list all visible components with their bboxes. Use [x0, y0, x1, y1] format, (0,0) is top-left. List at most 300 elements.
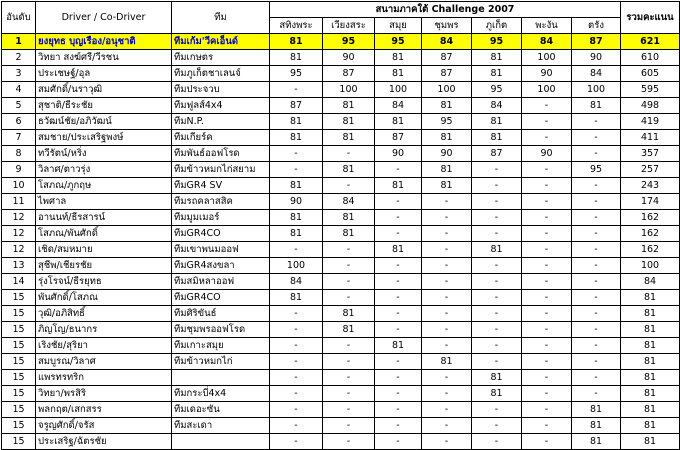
score-cell: 81: [270, 50, 323, 66]
score-cell: -: [472, 210, 522, 226]
score-cell: -: [270, 370, 323, 386]
score-cell: -: [522, 274, 572, 290]
score-cell: -: [472, 322, 522, 338]
driver-cell: เริงชัย/สุริยา: [36, 338, 172, 354]
driver-header: Driver / Co-Driver: [36, 2, 172, 34]
score-cell: 87: [472, 146, 522, 162]
score-cell: 81: [572, 98, 621, 114]
score-cell: 84: [270, 274, 323, 290]
score-cell: -: [572, 354, 621, 370]
score-cell: -: [270, 402, 323, 418]
team-cell: ทีมภูเก็ตชาเลนจ์: [172, 66, 270, 82]
score-cell: -: [375, 386, 422, 402]
score-cell: -: [270, 322, 323, 338]
standings-table: [1, 1, 680, 450]
team-cell: ทีมN.P.: [172, 114, 270, 130]
score-cell: -: [323, 178, 375, 194]
team-cell: ทีมชุมพรออฟโรด: [172, 322, 270, 338]
total-header: รวมคะแนน: [621, 2, 680, 34]
score-cell: 87: [572, 34, 621, 50]
score-cell: 90: [323, 50, 375, 66]
score-cell: 84: [522, 34, 572, 50]
score-cell: 90: [572, 50, 621, 66]
score-cell: 100: [375, 82, 422, 98]
team-cell: ทีมพันธ์ออฟโรด: [172, 146, 270, 162]
score-cell: -: [422, 290, 472, 306]
rank-cell: 15: [2, 370, 36, 386]
score-cell: 81: [270, 178, 323, 194]
team-cell: ทีมฟูลส์4x4: [172, 98, 270, 114]
rank-cell: 15: [2, 306, 36, 322]
total-cell: 81: [621, 290, 680, 306]
score-cell: -: [522, 370, 572, 386]
score-cell: 81: [472, 242, 522, 258]
team-cell: ทีมเกษตร: [172, 50, 270, 66]
event-group-header: สนามภาคใต้ Challenge 2007: [270, 2, 621, 18]
total-cell: 621: [621, 34, 680, 50]
total-cell: 174: [621, 194, 680, 210]
score-cell: -: [323, 338, 375, 354]
score-cell: -: [270, 418, 323, 434]
total-cell: 243: [621, 178, 680, 194]
table-row: [2, 434, 680, 450]
score-cell: 81: [472, 50, 522, 66]
score-cell: 81: [572, 418, 621, 434]
rank-cell: 14: [2, 274, 36, 290]
driver-cell: ประเสริฐ/ฉัตรชัย: [36, 434, 172, 450]
score-cell: -: [522, 402, 572, 418]
table-row: [2, 306, 680, 322]
score-cell: -: [422, 226, 472, 242]
table-row: [2, 114, 680, 130]
driver-cell: พันศักดิ์/โสภณ: [36, 290, 172, 306]
team-cell: ทีมGR4สงขลา: [172, 258, 270, 274]
score-cell: 81: [323, 162, 375, 178]
team-cell: ทีมประจวบ: [172, 82, 270, 98]
table-row: [2, 226, 680, 242]
score-cell: 100: [422, 82, 472, 98]
driver-cell: สมศักดิ์/นราวุฒิ: [36, 82, 172, 98]
score-cell: -: [270, 146, 323, 162]
score-cell: 81: [472, 370, 522, 386]
score-cell: -: [472, 290, 522, 306]
rank-cell: 15: [2, 434, 36, 450]
rank-cell: 2: [2, 50, 36, 66]
score-cell: -: [572, 258, 621, 274]
score-cell: 81: [323, 226, 375, 242]
rank-cell: 10: [2, 178, 36, 194]
score-cell: 81: [323, 210, 375, 226]
score-cell: -: [323, 386, 375, 402]
team-cell: ทีมเขาพนมออฟ: [172, 242, 270, 258]
score-cell: -: [472, 418, 522, 434]
score-cell: -: [522, 226, 572, 242]
score-cell: 81: [375, 242, 422, 258]
score-cell: -: [375, 226, 422, 242]
score-cell: 87: [375, 130, 422, 146]
score-cell: -: [522, 386, 572, 402]
score-cell: -: [522, 98, 572, 114]
score-cell: -: [522, 194, 572, 210]
rank-cell: 5: [2, 98, 36, 114]
rank-header: อันดับ: [2, 2, 36, 34]
team-cell: [172, 370, 270, 386]
score-cell: -: [270, 242, 323, 258]
driver-cell: รุ่งโรจน์/ธีรยุทธ: [36, 274, 172, 290]
score-cell: 95: [472, 34, 522, 50]
score-cell: 81: [375, 178, 422, 194]
table-row: [2, 258, 680, 274]
score-cell: -: [270, 82, 323, 98]
score-cell: -: [323, 370, 375, 386]
team-cell: ทีมเก้ม'วีคเอ็นด์: [172, 34, 270, 50]
team-cell: ทีมเกาะสมุย: [172, 338, 270, 354]
rank-cell: 8: [2, 146, 36, 162]
driver-cell: สุชีพ/เชียรชัย: [36, 258, 172, 274]
score-cell: 81: [472, 114, 522, 130]
driver-cell: เชิด/สมหมาย: [36, 242, 172, 258]
table-row: [2, 354, 680, 370]
score-cell: -: [472, 194, 522, 210]
rank-cell: 12: [2, 242, 36, 258]
rank-cell: 15: [2, 322, 36, 338]
driver-cell: แพรทรทริก: [36, 370, 172, 386]
total-cell: 81: [621, 402, 680, 418]
table-row: [2, 178, 680, 194]
table-row-leader: [2, 34, 680, 50]
total-cell: 610: [621, 50, 680, 66]
team-cell: ทีมรถคลาสสิค: [172, 194, 270, 210]
score-cell: -: [572, 210, 621, 226]
score-cell: 81: [422, 178, 472, 194]
venue-header: ตรัง: [572, 18, 621, 34]
total-cell: 411: [621, 130, 680, 146]
driver-cell: วิลาศ/ตาวรุ่ง: [36, 162, 172, 178]
score-cell: -: [422, 434, 472, 450]
score-cell: 81: [323, 322, 375, 338]
score-cell: 87: [270, 98, 323, 114]
score-cell: 95: [472, 82, 522, 98]
score-cell: 100: [522, 50, 572, 66]
rank-cell: 11: [2, 194, 36, 210]
table-row: [2, 210, 680, 226]
score-cell: -: [572, 194, 621, 210]
score-cell: 90: [270, 194, 323, 210]
score-cell: -: [522, 130, 572, 146]
total-cell: 81: [621, 418, 680, 434]
total-cell: 100: [621, 258, 680, 274]
team-cell: ทีมข้าวหมกไก่สยาม: [172, 162, 270, 178]
score-cell: -: [375, 370, 422, 386]
score-cell: -: [422, 322, 472, 338]
table-row: [2, 50, 680, 66]
score-cell: -: [375, 402, 422, 418]
score-cell: -: [270, 386, 323, 402]
driver-cell: อานนท์/ธีรสารน์: [36, 210, 172, 226]
score-cell: -: [522, 290, 572, 306]
score-cell: -: [323, 434, 375, 450]
score-cell: -: [422, 386, 472, 402]
total-cell: 81: [621, 306, 680, 322]
score-cell: -: [572, 338, 621, 354]
score-cell: 87: [422, 66, 472, 82]
score-cell: -: [422, 194, 472, 210]
rank-cell: 7: [2, 130, 36, 146]
table-row: [2, 402, 680, 418]
total-cell: 81: [621, 322, 680, 338]
score-cell: 81: [422, 162, 472, 178]
score-cell: -: [375, 306, 422, 322]
score-cell: 100: [270, 258, 323, 274]
driver-cell: สุชาติ/ธีระชัย: [36, 98, 172, 114]
score-cell: -: [572, 130, 621, 146]
score-cell: -: [572, 306, 621, 322]
score-cell: 81: [270, 226, 323, 242]
table-row: [2, 418, 680, 434]
rank-cell: 12: [2, 210, 36, 226]
score-cell: 90: [422, 146, 472, 162]
score-cell: -: [522, 322, 572, 338]
driver-cell: จรูญศักดิ์/จรัส: [36, 418, 172, 434]
score-cell: 90: [522, 66, 572, 82]
driver-cell: วิทยา/พรสิริ: [36, 386, 172, 402]
score-cell: -: [422, 306, 472, 322]
table-row: [2, 370, 680, 386]
driver-cell: โสภณ/พันศักดิ์: [36, 226, 172, 242]
score-cell: -: [422, 402, 472, 418]
score-cell: -: [323, 146, 375, 162]
score-cell: 81: [270, 210, 323, 226]
table-row: [2, 290, 680, 306]
team-cell: ทีมเกียร์ค: [172, 130, 270, 146]
score-cell: 84: [323, 194, 375, 210]
score-cell: -: [472, 338, 522, 354]
driver-cell: ประเชษฐ์/อุล: [36, 66, 172, 82]
score-cell: -: [472, 226, 522, 242]
team-cell: ทีมGR4CO: [172, 290, 270, 306]
score-cell: -: [572, 290, 621, 306]
score-cell: 81: [270, 130, 323, 146]
team-cell: ทีมGR4CO: [172, 226, 270, 242]
score-cell: -: [270, 354, 323, 370]
team-cell: ทีมกระบี่4x4: [172, 386, 270, 402]
score-cell: -: [522, 354, 572, 370]
score-cell: 81: [375, 50, 422, 66]
score-cell: -: [323, 402, 375, 418]
table-row: [2, 242, 680, 258]
score-cell: 81: [472, 130, 522, 146]
table-row: [2, 130, 680, 146]
score-cell: -: [270, 162, 323, 178]
score-cell: -: [522, 306, 572, 322]
score-cell: -: [375, 322, 422, 338]
score-cell: -: [375, 290, 422, 306]
total-cell: 81: [621, 434, 680, 450]
table-row: [2, 386, 680, 402]
score-cell: -: [375, 434, 422, 450]
score-cell: -: [375, 274, 422, 290]
table-row: [2, 274, 680, 290]
score-cell: 81: [270, 114, 323, 130]
score-cell: -: [323, 274, 375, 290]
score-cell: 81: [270, 34, 323, 50]
total-cell: 81: [621, 354, 680, 370]
score-cell: 81: [422, 98, 472, 114]
score-cell: -: [323, 258, 375, 274]
score-cell: -: [472, 274, 522, 290]
score-cell: -: [375, 162, 422, 178]
score-cell: 95: [422, 114, 472, 130]
score-cell: -: [572, 386, 621, 402]
rank-cell: 12: [2, 226, 36, 242]
score-cell: 90: [375, 146, 422, 162]
score-cell: 84: [375, 98, 422, 114]
rank-cell: 13: [2, 258, 36, 274]
score-cell: 81: [572, 402, 621, 418]
venue-header: สทิงพระ: [270, 18, 323, 34]
rank-cell: 15: [2, 386, 36, 402]
venue-header: ชุมพร: [422, 18, 472, 34]
score-cell: 81: [323, 130, 375, 146]
score-cell: 84: [472, 98, 522, 114]
standings-body: [2, 34, 680, 450]
venue-header: เวียงสระ: [323, 18, 375, 34]
team-cell: ทีมเดอะซัน: [172, 402, 270, 418]
total-cell: 595: [621, 82, 680, 98]
score-cell: -: [522, 210, 572, 226]
score-cell: -: [572, 242, 621, 258]
driver-cell: ยงยุทธ บุญเรือง/อนุชาติ: [36, 34, 172, 50]
driver-cell: ทวีรัตน์/หริ่ง: [36, 146, 172, 162]
score-cell: -: [375, 194, 422, 210]
team-cell: ทีมสะเดา: [172, 418, 270, 434]
score-cell: -: [422, 242, 472, 258]
team-header: ทีม: [172, 2, 270, 34]
rank-cell: 6: [2, 114, 36, 130]
standings-sheet: [1, 1, 680, 450]
score-cell: -: [522, 162, 572, 178]
score-cell: -: [375, 418, 422, 434]
score-cell: -: [472, 434, 522, 450]
table-row: [2, 82, 680, 98]
score-cell: -: [472, 178, 522, 194]
table-row: [2, 322, 680, 338]
score-cell: -: [572, 274, 621, 290]
score-cell: -: [375, 258, 422, 274]
score-cell: -: [422, 370, 472, 386]
score-cell: -: [572, 114, 621, 130]
score-cell: -: [323, 354, 375, 370]
score-cell: 81: [375, 338, 422, 354]
score-cell: -: [472, 306, 522, 322]
score-cell: -: [522, 418, 572, 434]
rank-cell: 15: [2, 354, 36, 370]
driver-cell: พลกฤต/เสกสรร: [36, 402, 172, 418]
score-cell: -: [572, 146, 621, 162]
total-cell: 162: [621, 226, 680, 242]
score-cell: 81: [572, 434, 621, 450]
total-cell: 81: [621, 386, 680, 402]
score-cell: 81: [422, 354, 472, 370]
total-cell: 357: [621, 146, 680, 162]
driver-cell: วิทยา สงฆ์ศรี/วีรชน: [36, 50, 172, 66]
team-cell: [172, 434, 270, 450]
score-cell: -: [323, 242, 375, 258]
table-row: [2, 98, 680, 114]
team-cell: ทีมศิริขันธ์: [172, 306, 270, 322]
score-cell: 81: [472, 386, 522, 402]
score-cell: -: [270, 338, 323, 354]
driver-cell: สมชาย/ประเสริฐพงษ์: [36, 130, 172, 146]
score-cell: -: [522, 178, 572, 194]
score-cell: 95: [572, 162, 621, 178]
score-cell: 95: [270, 66, 323, 82]
total-cell: 162: [621, 210, 680, 226]
score-cell: 87: [323, 66, 375, 82]
score-cell: -: [270, 434, 323, 450]
score-cell: -: [522, 242, 572, 258]
score-cell: -: [422, 210, 472, 226]
score-cell: -: [422, 258, 472, 274]
score-cell: -: [472, 258, 522, 274]
score-cell: -: [522, 114, 572, 130]
score-cell: 81: [323, 98, 375, 114]
driver-cell: ธวัฒน์ชัย/อภิวัฒน์: [36, 114, 172, 130]
total-cell: 605: [621, 66, 680, 82]
score-cell: -: [323, 418, 375, 434]
venue-header: พะงัน: [522, 18, 572, 34]
score-cell: -: [422, 274, 472, 290]
score-cell: 87: [422, 50, 472, 66]
team-cell: ทีมสมิหลาออฟ: [172, 274, 270, 290]
total-cell: 257: [621, 162, 680, 178]
rank-cell: 15: [2, 338, 36, 354]
score-cell: -: [422, 418, 472, 434]
score-cell: 100: [572, 82, 621, 98]
rank-cell: 3: [2, 66, 36, 82]
driver-cell: ไพศาล: [36, 194, 172, 210]
score-cell: -: [375, 210, 422, 226]
rank-cell: 15: [2, 418, 36, 434]
score-cell: -: [572, 370, 621, 386]
score-cell: 95: [375, 34, 422, 50]
score-cell: 95: [323, 34, 375, 50]
total-cell: 498: [621, 98, 680, 114]
score-cell: 100: [323, 82, 375, 98]
rank-cell: 15: [2, 290, 36, 306]
rank-cell: 1: [2, 34, 36, 50]
score-cell: -: [572, 226, 621, 242]
table-row: [2, 338, 680, 354]
score-cell: -: [472, 402, 522, 418]
score-cell: 90: [522, 146, 572, 162]
score-cell: -: [522, 338, 572, 354]
rank-cell: 9: [2, 162, 36, 178]
score-cell: -: [270, 306, 323, 322]
venue-header: สมุย: [375, 18, 422, 34]
rank-cell: 4: [2, 82, 36, 98]
score-cell: -: [572, 178, 621, 194]
score-cell: -: [522, 258, 572, 274]
score-cell: 84: [422, 34, 472, 50]
score-cell: 84: [572, 66, 621, 82]
table-row: [2, 66, 680, 82]
total-cell: 419: [621, 114, 680, 130]
score-cell: -: [323, 290, 375, 306]
driver-cell: วุฒิ/อภิสิทธิ์: [36, 306, 172, 322]
total-cell: 162: [621, 242, 680, 258]
score-cell: 81: [375, 114, 422, 130]
